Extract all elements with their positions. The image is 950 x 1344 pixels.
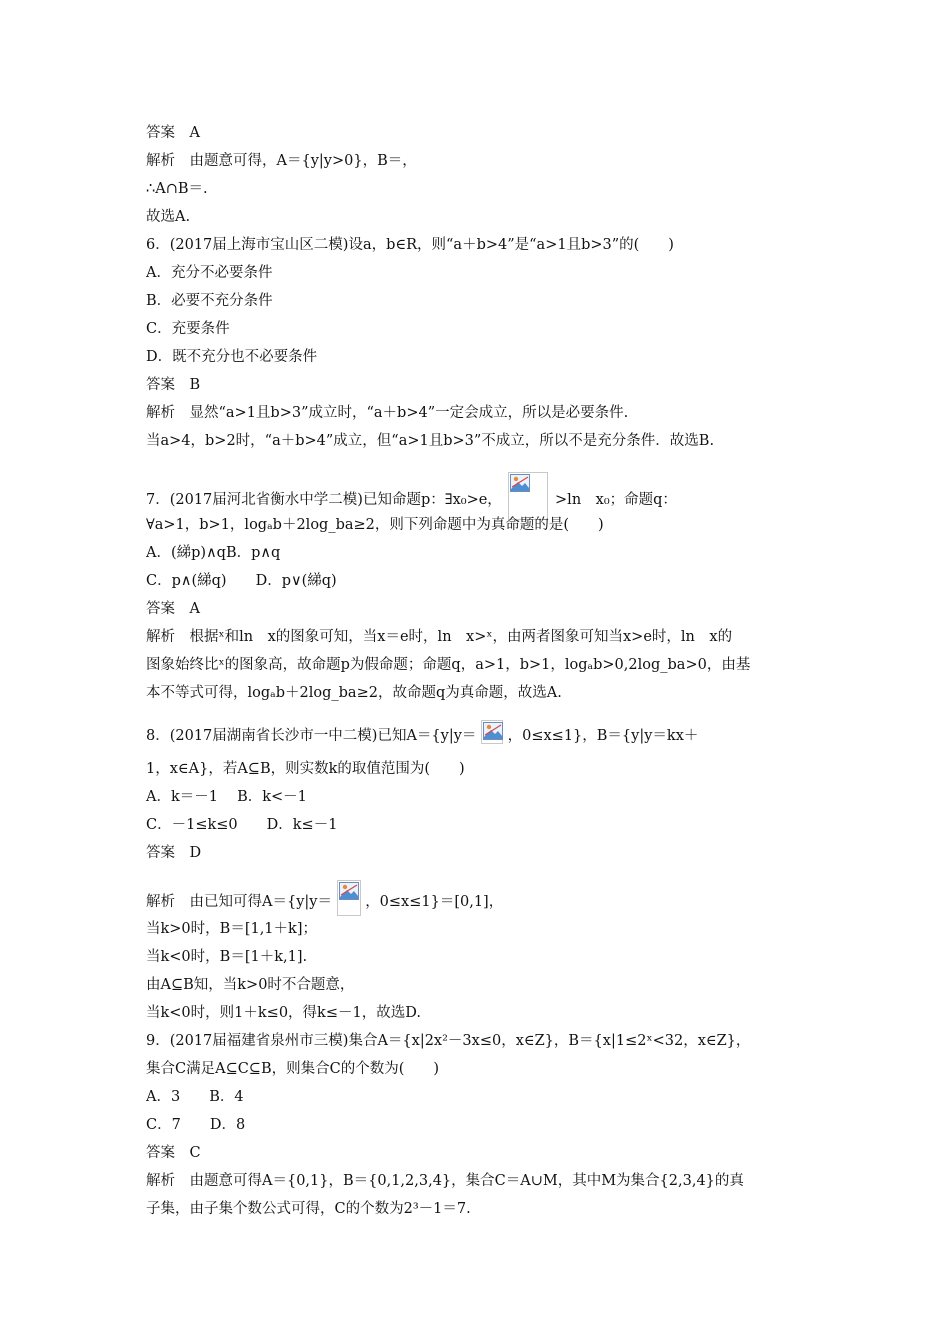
analysis-text-b: ，0≤x≤1}＝[0,1]， [365, 894, 504, 910]
broken-image-icon [481, 720, 503, 744]
answer-line: 答案 D [146, 845, 202, 861]
broken-image-icon [508, 472, 548, 520]
analysis-line: 子集，由子集个数公式可得，C的个数为2³－1＝7. [146, 1201, 471, 1217]
answer-line: 答案 A [146, 125, 200, 141]
question-9-stem: 9．(2017届福建省泉州市三模)集合A＝{x|2x²－3x≤0，x∈Z}，B＝{x|1≤2ˣ<32，x∈Z}， [146, 1033, 751, 1049]
option-ab: A．(綈p)∧qB．p∧q [146, 545, 281, 561]
question-8-text-b: ，0≤x≤1}，B＝{y|y＝kx＋ [507, 728, 699, 744]
analysis-line: 由A⊆B知，当k>0时不合题意， [146, 977, 355, 993]
analysis-line: 解析 根据ˣ和ln x的图象可知，当x＝e时，ln x>ˣ，由两者图象可知当x>e时，ln x的 [146, 629, 733, 645]
question-7-stem [146, 472, 677, 508]
analysis-line: 故选A. [146, 209, 191, 225]
question-7-text-b: >ln x₀；命题q： [555, 492, 677, 508]
analysis-line: ∴A∩B＝. [146, 181, 208, 197]
analysis-line [146, 880, 504, 910]
question-8-stem [146, 720, 699, 744]
option-d: D．既不充分也不必要条件 [146, 349, 318, 365]
question-8-text-a: 8．(2017届湖南省长沙市一中二模)已知A＝{y|y＝ [146, 728, 477, 744]
analysis-text-a: 解析 由已知可得A＝{y|y＝ [146, 894, 332, 910]
answer-line: 答案 C [146, 1145, 201, 1161]
answer-line: 答案 A [146, 601, 200, 617]
analysis-line: 解析 显然“a>1且b>3”成立时，“a＋b>4”一定会成立，所以是必要条件. [146, 405, 629, 421]
analysis-line: 当k<0时，B＝[1＋k,1]. [146, 949, 308, 965]
option-b: B．必要不充分条件 [146, 293, 273, 309]
option-ab: A．k＝－1 B．k<－1 [146, 789, 307, 805]
question-7-stem: ∀a>1，b>1，logₐb＋2log_ba≥2，则下列命题中为真命题的是( ) [146, 517, 604, 533]
question-9-stem: 集合C满足A⊆C⊆B，则集合C的个数为( ) [146, 1061, 440, 1077]
answer-line: 答案 B [146, 377, 201, 393]
broken-image-icon [337, 880, 361, 916]
option-cd: C．7 D．8 [146, 1117, 246, 1133]
analysis-line: 图象始终比ˣ的图象高，故命题p为假命题；命题q，a>1，b>1，logₐb>0,2log_ba>0，由基 [146, 657, 751, 673]
analysis-line: 当a>4，b>2时，“a＋b>4”成立，但“a>1且b>3”不成立，所以不是充分条件．故选B. [146, 433, 715, 449]
analysis-line: 解析 由题意可得A＝{0,1}，B＝{0,1,2,3,4}，集合C＝A∪M，其中M为集合{2,3,4}的真 [146, 1173, 744, 1189]
option-c: C．充要条件 [146, 321, 230, 337]
analysis-line: 当k>0时，B＝[1,1＋k]； [146, 921, 317, 937]
analysis-line: 本不等式可得，logₐb＋2log_ba≥2，故命题q为真命题，故选A. [146, 685, 562, 701]
option-ab: A．3 B．4 [146, 1089, 244, 1105]
analysis-line: 当k<0时，则1＋k≤0，得k≤－1，故选D. [146, 1005, 421, 1021]
question-6-stem: 6．(2017届上海市宝山区二模)设a，b∈R，则“a＋b>4”是“a>1且b>3”的( ) [146, 237, 674, 253]
option-cd: C．－1≤k≤0 D．k≤－1 [146, 817, 338, 833]
question-8-stem: 1，x∈A}，若A⊆B，则实数k的取值范围为( ) [146, 761, 465, 777]
option-a: A．充分不必要条件 [146, 265, 273, 281]
question-7-text-a: 7．(2017届河北省衡水中学二模)已知命题p：∃x₀>e， [146, 492, 502, 508]
analysis-line: 解析 由题意可得，A＝{y|y>0}，B＝， [146, 153, 417, 169]
option-cd: C．p∧(綈q) D．p∨(綈q) [146, 573, 337, 589]
